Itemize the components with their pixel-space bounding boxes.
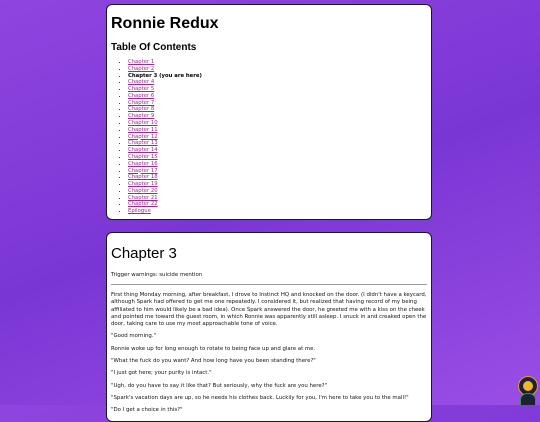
toc-item — [128, 66, 427, 73]
toc-item — [128, 127, 427, 134]
toc-heading: Table Of Contents — [111, 42, 197, 53]
story-paragraph: "What the fuck do you want? And how long have you been standing there?" — [111, 358, 316, 365]
toc-link[interactable]: Chapter 13 — [128, 140, 158, 147]
toc-item — [128, 86, 427, 93]
story-paragraph: "Do I get a choice in this?" — [111, 407, 183, 414]
widget-sun-icon — [523, 381, 533, 391]
table-of-contents-card — [106, 4, 432, 220]
toc-link[interactable]: Chapter 11 — [128, 126, 158, 133]
toc-link[interactable]: Chapter 2 — [128, 65, 155, 72]
toc-item — [128, 168, 427, 175]
toc-item — [128, 174, 427, 181]
toc-item — [128, 195, 427, 202]
toc-item — [128, 201, 427, 208]
toc-item — [128, 113, 427, 120]
toc-link[interactable]: Chapter 19 — [128, 181, 158, 188]
divider — [111, 284, 427, 285]
toc-link[interactable]: Chapter 1 — [128, 59, 155, 65]
toc-link[interactable]: Chapter 17 — [128, 167, 158, 174]
trigger-warning: Trigger warnings: suicide mention — [111, 272, 203, 278]
toc-link[interactable]: Chapter 22 — [128, 201, 158, 208]
toc-link[interactable]: Chapter 5 — [128, 86, 155, 93]
floating-widget-base-icon[interactable] — [520, 393, 536, 405]
toc-item — [128, 188, 427, 195]
toc-item — [128, 93, 427, 100]
toc-link[interactable]: Chapter 12 — [128, 133, 158, 140]
story-paragraph: "Ugh, do you have to say it like that? But seriously, why the fuck are you here?" — [111, 382, 327, 389]
toc-link[interactable]: Chapter 21 — [128, 194, 158, 201]
story-paragraph: "Good morning." — [111, 333, 157, 340]
toc-list — [111, 59, 427, 215]
toc-link[interactable]: Chapter 7 — [128, 99, 155, 106]
site-title: Ronnie Redux — [111, 15, 219, 32]
toc-link[interactable]: Chapter 18 — [128, 174, 158, 181]
toc-item — [128, 208, 427, 215]
toc-item — [128, 161, 427, 168]
story-paragraph: "Spark's vacation days are up, so he needs his clothes back. Luckily for you, I'm here to take you to the mall!" — [111, 394, 409, 401]
toc-item — [128, 140, 427, 147]
toc-item — [128, 147, 427, 154]
toc-link[interactable]: Chapter 20 — [128, 187, 158, 194]
chapter-title: Chapter 3 — [111, 245, 177, 262]
toc-link[interactable]: Chapter 14 — [128, 147, 158, 154]
toc-item — [128, 106, 427, 113]
toc-link[interactable]: Epilogue — [128, 208, 151, 215]
toc-item — [128, 59, 427, 66]
toc-link[interactable]: Chapter 6 — [128, 92, 155, 99]
toc-link[interactable]: Chapter 8 — [128, 106, 155, 113]
chapter-card — [106, 232, 432, 422]
toc-item — [128, 120, 427, 127]
toc-item — [128, 100, 427, 107]
toc-link[interactable]: Chapter 9 — [128, 113, 155, 120]
toc-link[interactable]: Chapter 4 — [128, 79, 155, 86]
story-paragraph: "I just got here; your purity is intact." — [111, 370, 212, 377]
toc-link[interactable]: Chapter 10 — [128, 120, 158, 127]
toc-item — [128, 154, 427, 161]
toc-link[interactable]: Chapter 16 — [128, 160, 158, 167]
story-paragraph: First thing Monday morning, after breakfast, I drove to Instinct HQ and knocked on the door. (I didn't have a keycard, although Spark had offered to get me one repeatedly. I considered it, but realized that having record of my being affiliated to him would likely be a bad idea). Once Spark answered the door, he greeted me with a kiss on the cheek and pointed me toward the guest room, in which Ronnie was apparently still asleep. I snuck in and creaked open the door, taking care to use my most approachable tone of voice. — [111, 292, 427, 328]
toc-item — [128, 181, 427, 188]
chapter-body — [111, 292, 427, 415]
toc-current-label: Chapter 3 (you are here) — [128, 72, 202, 79]
toc-item — [128, 79, 427, 86]
toc-item — [128, 73, 427, 80]
toc-item — [128, 134, 427, 141]
toc-link[interactable]: Chapter 15 — [128, 153, 158, 160]
story-paragraph: Ronnie woke up for long enough to rotate to being face up and glare at me. — [111, 345, 316, 352]
